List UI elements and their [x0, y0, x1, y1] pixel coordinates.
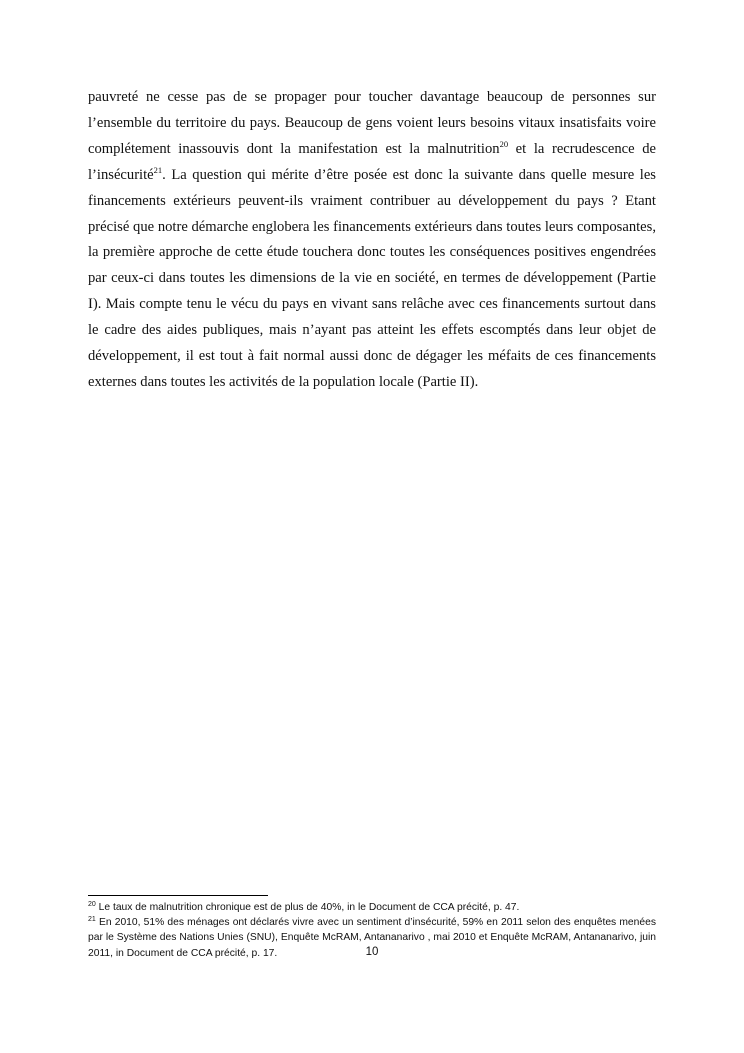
- footnote-number: 20: [88, 901, 96, 908]
- footnote-ref-20[interactable]: 20: [499, 138, 509, 149]
- footnote-20: [88, 900, 656, 915]
- footnote-text: En 2010, 51% des ménages ont déclarés vivre avec un sentiment d’insécurité, 59% en 2011 selon des enquêtes menées par le Système des Nations Unies (SNU), Enquête McRAM, Antananarivo , mai 2010 et Enquête McRAM, Antananarivo, juin 2011, in Document de CCA précité, p. 17.: [88, 917, 656, 959]
- footnote-separator: [88, 895, 268, 896]
- body-text-part-3: . La question qui mérite d’être posée est donc la suivante dans quelle mesure les financements extérieurs peuvent-ils vraiment contribuer au développement du pays ? Etant précisé que notre démarche englobera les financements extérieurs dans toutes leurs composantes, la première approche de cette étude touchera donc toutes les conséquences positives engendrées par ceux-ci dans toutes les dimensions de la vie en société, en termes de développement (Partie I). Mais compte tenu le vécu du pays en vivant sans relâche avec ces financements surtout dans le cadre des aides publiques, mais n’ayant pas atteint les effets escomptés dans leur objet de développement, il est tout à fait normal aussi donc de dégager les méfaits de ces financements externes dans toutes les activités de la population locale (Partie II).: [88, 166, 656, 390]
- page-number: 10: [365, 946, 379, 958]
- footnote-number: 21: [88, 916, 96, 924]
- body-text-part-1: pauvreté ne cesse pas de se propager pour toucher davantage beaucoup de personnes sur l’ensemble du territoire du pays. Beaucoup de gens voient leurs besoins vitaux insatisfaits voire complétement inassouvis dont la manifestation est la malnutrition: [88, 89, 656, 157]
- body-text-part-2: et la recrudescence de l’insécurité: [88, 140, 656, 183]
- footnote-text: Le taux de malnutrition chronique est de plus de 40%, in le Document de CCA précité, p. 47.: [95, 902, 520, 913]
- footnote-ref-21[interactable]: 21: [153, 164, 163, 175]
- body-paragraph: [88, 85, 656, 396]
